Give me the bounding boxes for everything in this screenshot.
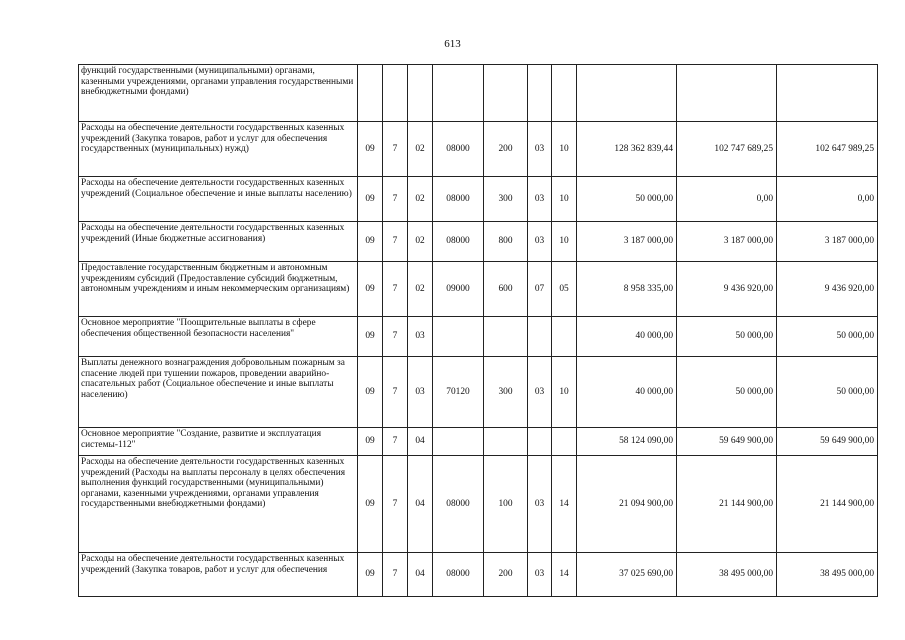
table-row	[79, 65, 878, 122]
code-cell: 7	[383, 122, 408, 177]
code-cell: 03	[408, 317, 433, 357]
amount-cell: 50 000,00	[777, 357, 878, 428]
code-cell	[433, 428, 484, 456]
code-cell	[484, 428, 528, 456]
code-cell: 09	[358, 357, 383, 428]
code-cell: 10	[552, 122, 577, 177]
code-cell: 09	[358, 553, 383, 597]
amount-cell: 9 436 920,00	[777, 262, 878, 317]
code-cell: 07	[528, 262, 552, 317]
amount-cell: 102 747 689,25	[677, 122, 777, 177]
amount-cell: 58 124 090,00	[577, 428, 677, 456]
code-cell: 10	[552, 177, 577, 222]
amount-cell: 59 649 900,00	[777, 428, 878, 456]
code-cell: 09	[358, 262, 383, 317]
amount-cell: 21 144 900,00	[777, 456, 878, 553]
table-row	[79, 177, 878, 222]
code-cell: 04	[408, 428, 433, 456]
row-description: функций государственными (муниципальными) органами, казенными учреждениями, органами управления государственными внебюджетными фондами)	[79, 65, 358, 122]
code-cell: 10	[552, 222, 577, 262]
code-cell	[552, 65, 577, 122]
code-cell: 09	[358, 122, 383, 177]
row-description: Основное мероприятие "Создание, развитие и эксплуатация системы-112"	[79, 428, 358, 456]
row-description: Расходы на обеспечение деятельности государственных казенных учреждений (Иные бюджетные ассигнования)	[79, 222, 358, 262]
row-description: Предоставление государственным бюджетным и автономным учреждениям субсидий (Предоставление субсидий бюджетным, автономным учреждениям и иным некоммерческим организациям)	[79, 262, 358, 317]
table-row	[79, 428, 878, 456]
code-cell: 08000	[433, 456, 484, 553]
code-cell: 08000	[433, 222, 484, 262]
code-cell: 70120	[433, 357, 484, 428]
code-cell: 200	[484, 122, 528, 177]
table-row	[79, 317, 878, 357]
amount-cell: 9 436 920,00	[677, 262, 777, 317]
code-cell: 09	[358, 456, 383, 553]
code-cell: 03	[528, 456, 552, 553]
code-cell: 09000	[433, 262, 484, 317]
row-description: Расходы на обеспечение деятельности государственных казенных учреждений (Социальное обеспечение и иные выплаты населению)	[79, 177, 358, 222]
code-cell: 02	[408, 122, 433, 177]
code-cell: 09	[358, 177, 383, 222]
amount-cell: 50 000,00	[777, 317, 878, 357]
table-row	[79, 456, 878, 553]
code-cell: 02	[408, 177, 433, 222]
code-cell	[484, 65, 528, 122]
code-cell: 03	[528, 122, 552, 177]
table-body	[79, 65, 878, 597]
row-description: Расходы на обеспечение деятельности государственных казенных учреждений (Закупка товаров, работ и услуг для обеспечения	[79, 553, 358, 597]
code-cell: 04	[408, 553, 433, 597]
code-cell	[552, 317, 577, 357]
amount-cell: 50 000,00	[677, 357, 777, 428]
code-cell: 200	[484, 553, 528, 597]
code-cell: 7	[383, 357, 408, 428]
code-cell: 05	[552, 262, 577, 317]
amount-cell: 38 495 000,00	[777, 553, 878, 597]
code-cell: 14	[552, 553, 577, 597]
code-cell	[358, 65, 383, 122]
page-number: 613	[444, 38, 461, 50]
amount-cell: 40 000,00	[577, 317, 677, 357]
code-cell	[433, 317, 484, 357]
table-row	[79, 222, 878, 262]
code-cell: 600	[484, 262, 528, 317]
code-cell	[552, 428, 577, 456]
amount-cell: 37 025 690,00	[577, 553, 677, 597]
code-cell: 08000	[433, 122, 484, 177]
code-cell: 7	[383, 553, 408, 597]
row-description: Расходы на обеспечение деятельности государственных казенных учреждений (Закупка товаров, работ и услуг для обеспечения государственных (муниципальных) нужд)	[79, 122, 358, 177]
table-row	[79, 357, 878, 428]
code-cell: 08000	[433, 177, 484, 222]
code-cell: 7	[383, 177, 408, 222]
code-cell	[433, 65, 484, 122]
code-cell	[528, 428, 552, 456]
table-row	[79, 553, 878, 597]
amount-cell: 3 187 000,00	[677, 222, 777, 262]
amount-cell: 59 649 900,00	[677, 428, 777, 456]
code-cell: 09	[358, 317, 383, 357]
code-cell: 03	[408, 357, 433, 428]
code-cell: 03	[528, 357, 552, 428]
amount-cell	[677, 65, 777, 122]
code-cell	[528, 317, 552, 357]
code-cell: 300	[484, 357, 528, 428]
code-cell: 300	[484, 177, 528, 222]
code-cell: 10	[552, 357, 577, 428]
code-cell: 03	[528, 553, 552, 597]
amount-cell: 102 647 989,25	[777, 122, 878, 177]
amount-cell: 8 958 335,00	[577, 262, 677, 317]
budget-table	[78, 64, 878, 597]
table-row	[79, 262, 878, 317]
amount-cell: 3 187 000,00	[577, 222, 677, 262]
amount-cell	[777, 65, 878, 122]
amount-cell: 0,00	[777, 177, 878, 222]
code-cell: 03	[528, 177, 552, 222]
code-cell: 03	[528, 222, 552, 262]
amount-cell: 50 000,00	[577, 177, 677, 222]
code-cell: 100	[484, 456, 528, 553]
code-cell: 800	[484, 222, 528, 262]
code-cell: 09	[358, 222, 383, 262]
amount-cell: 0,00	[677, 177, 777, 222]
code-cell: 09	[358, 428, 383, 456]
row-description: Основное мероприятие "Поощрительные выплаты в сфере обеспечения общественной безопасности населения"	[79, 317, 358, 357]
amount-cell: 40 000,00	[577, 357, 677, 428]
code-cell: 04	[408, 456, 433, 553]
code-cell: 14	[552, 456, 577, 553]
code-cell: 08000	[433, 553, 484, 597]
code-cell	[408, 65, 433, 122]
code-cell	[484, 317, 528, 357]
code-cell	[528, 65, 552, 122]
code-cell: 02	[408, 222, 433, 262]
code-cell: 7	[383, 428, 408, 456]
amount-cell: 128 362 839,44	[577, 122, 677, 177]
amount-cell: 3 187 000,00	[777, 222, 878, 262]
amount-cell: 21 144 900,00	[677, 456, 777, 553]
amount-cell: 21 094 900,00	[577, 456, 677, 553]
amount-cell	[577, 65, 677, 122]
row-description: Расходы на обеспечение деятельности государственных казенных учреждений (Расходы на выплаты персоналу в целях обеспечения выполнения функций государственными (муниципальными) органами, казенными учреждениями, органами управления государственными внебюджетными фондами)	[79, 456, 358, 553]
code-cell: 02	[408, 262, 433, 317]
code-cell	[383, 65, 408, 122]
row-description: Выплаты денежного вознаграждения добровольным пожарным за спасение людей при тушении пожаров, проведении аварийно-спасательных работ (Социальное обеспечение и иные выплаты населению)	[79, 357, 358, 428]
table-row	[79, 122, 878, 177]
code-cell: 7	[383, 262, 408, 317]
code-cell: 7	[383, 317, 408, 357]
amount-cell: 38 495 000,00	[677, 553, 777, 597]
code-cell: 7	[383, 222, 408, 262]
code-cell: 7	[383, 456, 408, 553]
amount-cell: 50 000,00	[677, 317, 777, 357]
